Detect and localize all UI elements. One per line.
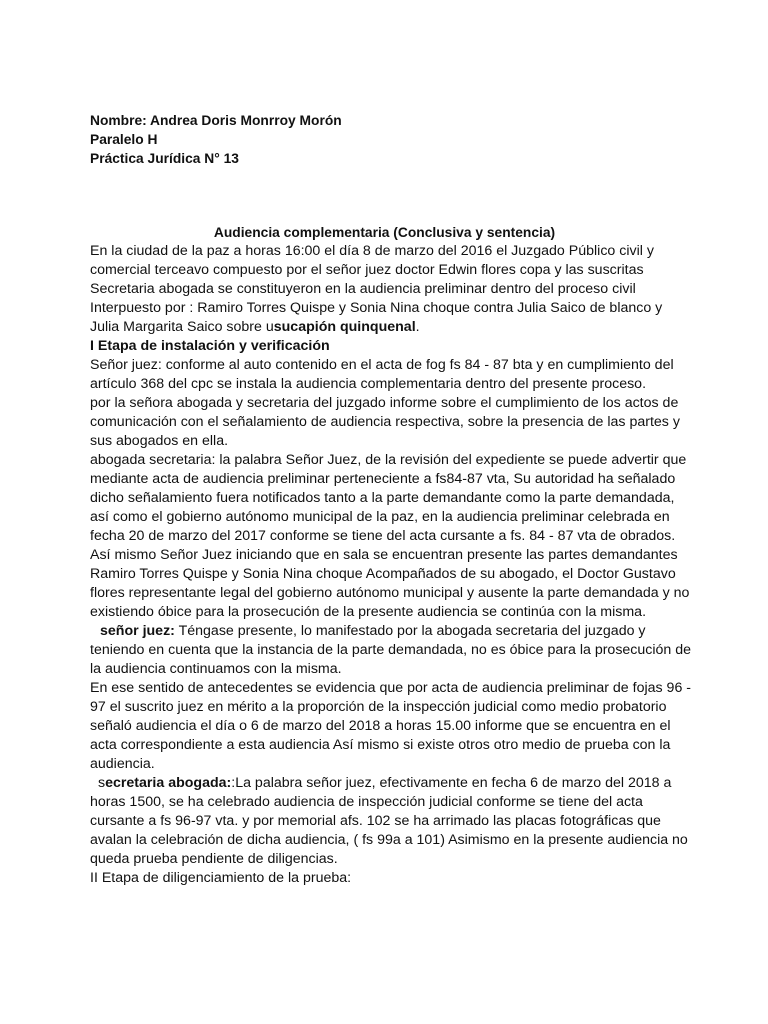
document-header <box>90 111 342 168</box>
document-body <box>90 242 692 888</box>
text-line: En la ciudad de la paz a horas 16:00 el día 8 de marzo del 2016 el Juzgado Público civil y <box>90 243 654 259</box>
text-line: Así mismo Señor Juez iniciando que en sala se encuentran presente las partes demandantes <box>90 547 678 563</box>
text-line: Ramiro Torres Quispe y Sonia Nina choque Acompañados de su abogado, el Doctor Gustavo <box>90 566 676 582</box>
text-line: En ese sentido de antecedentes se evidencia que por acta de audiencia preliminar de fojas 96 - <box>90 680 692 696</box>
text-line: avalan la celebración de dicha audiencia, ( fs 99a a 101) Asimismo en la presente audiencia no <box>90 832 688 848</box>
text-line: Secretaria abogada se constituyeron en la audiencia preliminar dentro del proceso civil <box>90 281 636 297</box>
section-heading: II Etapa de diligenciamiento de la prueba: <box>90 870 352 886</box>
text-line: Interpuesto por : Ramiro Torres Quispe y Sonia Nina choque contra Julia Saico de blanco y <box>90 300 663 316</box>
section-heading: I Etapa de instalación y verificación <box>90 338 330 354</box>
text-line: sus abogados en ella. <box>90 433 229 449</box>
student-name: Nombre: Andrea Doris Monrroy Morón <box>90 113 342 128</box>
text-line: audiencia. <box>90 756 155 772</box>
practica-number: Práctica Jurídica N° 13 <box>90 151 239 166</box>
text-line: existiendo óbice para la prosecución de la presente audiencia se continúa con la misma. <box>90 604 647 620</box>
text-line: horas 1500, se ha celebrado audiencia de inspección judicial conforme se tiene del acta <box>90 794 643 810</box>
document-title: Audiencia complementaria (Conclusiva y sentencia) <box>213 225 556 240</box>
text-line: flores representante legal del gobierno autónomo municipal y ausente la parte demandada y no <box>90 585 690 601</box>
text-line: abogada secretaria: la palabra Señor Juez, de la revisión del expediente se puede advertir que <box>90 452 687 468</box>
text-line: por la señora abogada y secretaria del juzgado informe sobre el cumplimiento de los actos de <box>90 395 679 411</box>
text-line: acta correspondiente a esta audiencia Así mismo si existe otros otro medio de prueba con la <box>90 737 671 753</box>
text-line: Julia Margarita Saico sobre usucapión quinquenal. <box>90 319 420 335</box>
text-line: Señor juez: conforme al auto contenido en el acta de fog fs 84 - 87 bta y en cumplimiento del <box>90 357 674 373</box>
text-line: señor juez: Téngase presente, lo manifestado por la abogada secretaria del juzgado y <box>100 623 646 639</box>
text-line: así como el gobierno autónomo municipal de la paz, en la audiencia preliminar celebrada en <box>90 509 670 525</box>
text-line: cursante a fs 96-97 vta. y por memorial afs. 102 se ha arrimado las placas fotográficas que <box>90 813 661 829</box>
text-line: artículo 368 del cpc se instala la audiencia complementaria dentro del presente proceso. <box>90 376 647 392</box>
text-line: comunicación con el señalamiento de audiencia respectiva, sobre la presencia de las partes y <box>90 414 680 430</box>
text-line: secretaria abogada::La palabra señor juez, efectivamente en fecha 6 de marzo del 2018 a <box>98 775 672 791</box>
text-line: señaló audiencia el día o 6 de marzo del 2018 a horas 15.00 informe que se encuentra en el <box>90 718 671 734</box>
text-line: teniendo en cuenta que la instancia de la parte demandada, no es óbice para la prosecución de <box>90 642 692 658</box>
text-line: dicho señalamiento fuera notificados tanto a la parte demandante como la parte demandada, <box>90 490 675 506</box>
text-line: 97 el suscrito juez en mérito a la proporción de la inspección judicial como medio probatorio <box>90 699 667 715</box>
document-page <box>90 0 692 1024</box>
text-line: fecha 20 de marzo del 2017 conforme se tiene del acta cursante a fs. 84 - 87 vta de obrados. <box>90 528 676 544</box>
text-line: queda prueba pendiente de diligencias. <box>90 851 338 867</box>
text-line: comercial terceavo compuesto por el señor juez doctor Edwin flores copa y las suscritas <box>90 262 644 278</box>
text-line: mediante acta de audiencia preliminar perteneciente a fs84-87 vta, Su autoridad ha señalado <box>90 471 676 487</box>
paralelo: Paralelo H <box>90 132 158 147</box>
text-line: la audiencia continuamos con la misma. <box>90 661 342 677</box>
